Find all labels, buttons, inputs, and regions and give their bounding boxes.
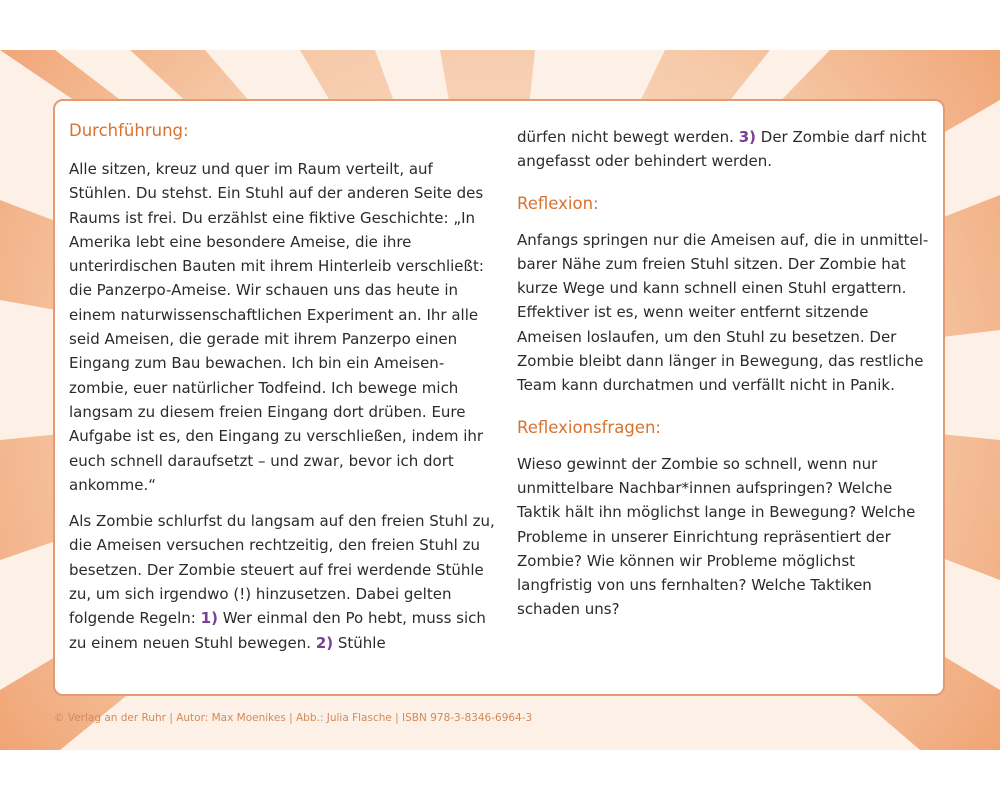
rule-2-text: Stühle <box>337 633 386 652</box>
rules-continuation <box>517 125 933 174</box>
reflexionsfragen-heading: Reflexionsfragen: <box>517 417 661 437</box>
rules-paragraph <box>69 509 499 655</box>
content-card <box>53 99 945 696</box>
rule-3-number: 3) <box>738 128 756 146</box>
reflexionsfragen-paragraph: Wieso gewinnt der Zombie so schnell, wenn nur unmittelbare Nachbar*innen aufspringen? Welche Taktik hält ihn möglichst lange in Bewegung? Welche Probleme in unserer Einrichtung repräsentiert der Zombie? Wie können wir Probleme möglichst langfristig von uns fernhalten? Welche Taktiken schaden uns? <box>517 454 916 619</box>
rule-3-text: Der Zombie darf nicht angefasst oder behindert werden. <box>517 128 927 171</box>
copyright-footer: © Verlag an der Ruhr | Autor: Max Moenikes | Abb.: Julia Flasche | ISBN 978-3-8346-6964-3 <box>54 712 533 724</box>
rule-1-text: Wer einmal den Po hebt, muss sich zu einem neuen Stuhl bewegen. <box>69 609 486 652</box>
rule-2-continuation-text: dürfen nicht bewegt werden. <box>517 128 734 146</box>
durchfuehrung-heading: Durchführung: <box>69 121 189 140</box>
rule-1-number: 1) <box>200 609 218 628</box>
rule-2-number: 2) <box>315 633 334 652</box>
durchfuehrung-text: Alle sitzen, kreuz und quer im Raum verteilt, auf Stühlen. Du stehst. Ein Stuhl auf der anderen Seite des Raums ist frei. Du erzählst eine fiktive Geschichte: „In Amerika lebt eine besondere Ameise, die ihre unterirdischen Bauten mit ihrem Hinterleib verschließt: die Panzerpo-Ameise. Wir schauen uns das heute in einem naturwissenschaftlichen Experiment an. Ihr alle seid Ameisen, die gerade mit ihrem Panzerpo einen Eingang zum Bau bewachen. Ich bin ein Ameisen-zombie, euer natürlicher Todfeind. Ich bewege mich langsam zu diesem freien Eingang dort drüben. Eure Aufgabe ist es, den Eingang zu verschließen, indem ihr euch schnell daraufsetzt – und zwar, bevor ich dort ankomme.“ <box>69 160 484 494</box>
left-column <box>69 119 499 655</box>
durchfuehrung-paragraph <box>69 157 499 497</box>
right-column <box>517 125 933 622</box>
reflexion-heading: Reflexion: <box>517 193 599 213</box>
reflexion-paragraph: Anfangs springen nur die Ameisen auf, die in unmittel-barer Nähe zum freien Stuhl sitzen. Der Zombie hat kurze Wege und kann schnell einen Stuhl ergattern. Effektiver ist es, wenn weiter entfernt sitzende Ameisen loslaufen, um den Stuhl zu besetzen. Der Zombie bleibt dann länger in Bewegung, das restliche Team kann durchatmen und verfällt nicht in Panik. <box>517 230 929 395</box>
rules-intro-text: Als Zombie schlurfst du langsam auf den freien Stuhl zu, die Ameisen versuchen rechtzeitig, den freien Stuhl zu besetzen. Der Zombie steuert auf frei werdende Stühle zu, um sich irgendwo (!) hinzusetzen. Dabei gelten folgende Regeln: <box>69 512 495 628</box>
